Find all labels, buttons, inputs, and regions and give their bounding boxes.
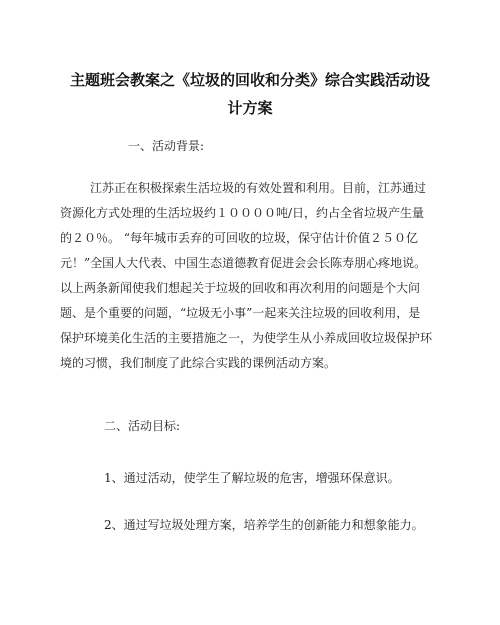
title-line-1: 主题班会教案之《垃圾的回收和分类》综合实践活动设: [69, 71, 430, 89]
paragraph-line: 境的习惯，我们制度了此综合实践的课例活动方案。: [60, 356, 337, 370]
paragraph-line: 的２０％。 “每年城市丢弃的可回收的垃圾，保守估计价值２５０亿: [60, 231, 418, 245]
section-heading-goals: 二、活动目标:: [104, 419, 181, 433]
document-title: [60, 66, 440, 122]
title-line-2: 计方案: [227, 99, 273, 117]
background-paragraph: [60, 176, 442, 376]
paragraph-line: 江苏正在积极探索生活垃圾的有效处置和利用。目前，江苏通过: [90, 181, 427, 195]
paragraph-line: 资源化方式处理的生活垃圾约１００００吨/日，约占全省垃圾产生量: [60, 206, 425, 220]
paragraph-line: 保护环境美化生活的主要措施之一，为使学生从小养成回收垃圾保护环: [60, 331, 433, 345]
goal-item-2: 2、通过写垃圾处理方案，培养学生的创新能力和想象能力。: [104, 518, 424, 532]
paragraph-line: 题、是个重要的问题，“垃圾无小事”一起来关注垃圾的回收利用，是: [60, 306, 421, 320]
paragraph-line: 以上两条新闻使我们想起关于垃圾的回收和再次利用的问题是个大问: [60, 281, 421, 295]
paragraph-line: 元！”全国人大代表、中国生态道德教育促进会会长陈寿朋心疼地说。: [60, 256, 427, 270]
section-heading-background: 一、活动背景:: [128, 139, 205, 153]
goal-item-1: 1、通过活动，使学生了解垃圾的危害，增强环保意识。: [104, 471, 400, 485]
